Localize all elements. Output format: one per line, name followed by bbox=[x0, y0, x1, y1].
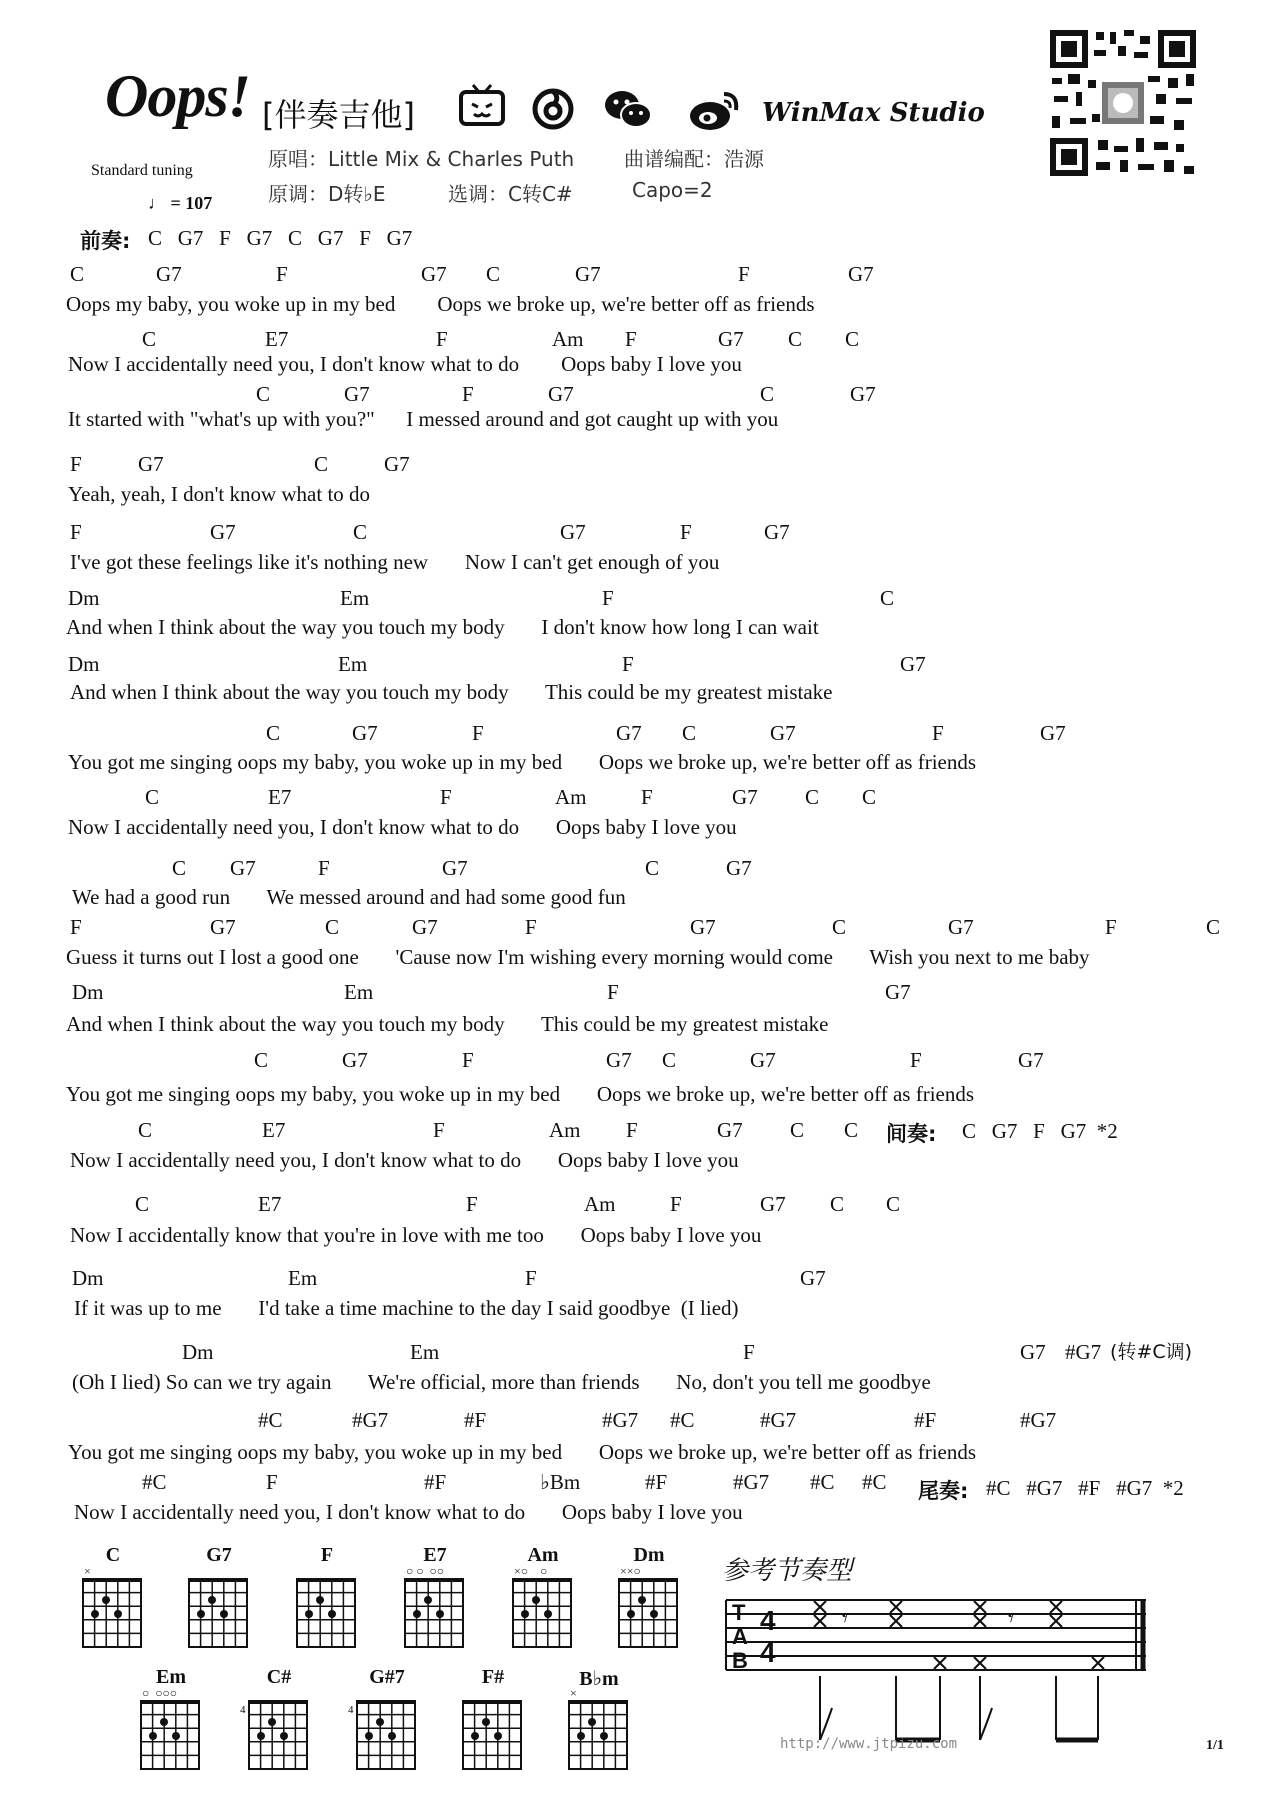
chord-symbol: Em bbox=[338, 652, 368, 676]
chord-symbol: G7 bbox=[442, 856, 468, 880]
lyric-line: You got me singing oops my baby, you woke up in my bed Oops we broke up, we're better off as friends bbox=[66, 1082, 975, 1106]
chord-symbol: G7 bbox=[606, 1048, 632, 1072]
chord-symbol: G7 bbox=[760, 1192, 786, 1216]
chord-symbol: #G7 bbox=[602, 1408, 639, 1432]
tab-letter-a: A bbox=[732, 1624, 748, 1649]
chord-symbol: G7 bbox=[342, 1048, 368, 1072]
chord-diagram-grid bbox=[404, 1578, 466, 1650]
chord-symbol: C bbox=[805, 785, 820, 809]
footer-url[interactable]: http://www.jtpizu.com bbox=[780, 1736, 958, 1752]
chord-symbol: F bbox=[70, 520, 82, 544]
chord-symbol: Em bbox=[410, 1340, 440, 1364]
prelude-chords: C G7 F G7 C G7 F G7 bbox=[148, 226, 413, 250]
chord-symbol: C bbox=[862, 785, 877, 809]
chord-symbol: F bbox=[70, 452, 82, 476]
chord-symbol: G7 bbox=[900, 652, 926, 676]
chord-symbol: G7 bbox=[750, 1048, 776, 1072]
chord-symbol: C bbox=[788, 327, 803, 351]
chord-symbol: #G7 bbox=[1065, 1340, 1102, 1364]
chord-symbol: F bbox=[680, 520, 692, 544]
chord-symbol: G7 bbox=[548, 382, 574, 406]
chord-symbol: F bbox=[266, 1470, 278, 1494]
chord-diagram-fret-number: 4 bbox=[348, 1704, 354, 1716]
chord-symbol: G7 bbox=[848, 262, 874, 286]
chord-symbol: C bbox=[142, 327, 157, 351]
chord-symbol: G7 bbox=[344, 382, 370, 406]
chord-symbol: G7 bbox=[1018, 1048, 1044, 1072]
chord-diagram-grid bbox=[618, 1578, 680, 1650]
chord-symbol: #C bbox=[670, 1408, 695, 1432]
chord-symbol: F bbox=[462, 382, 474, 406]
chord-symbol: G7 bbox=[1020, 1340, 1046, 1364]
chord-symbol: G7 bbox=[726, 856, 752, 880]
chord-diagram-name: B♭m bbox=[579, 1668, 619, 1690]
chord-symbol: F bbox=[70, 915, 82, 939]
chord-symbol: C bbox=[314, 452, 329, 476]
chord-symbol: C bbox=[145, 785, 160, 809]
tempo-label: ♩ = 107 bbox=[148, 193, 213, 213]
chord-symbol: G7 bbox=[412, 915, 438, 939]
chord-symbol: #C bbox=[258, 1408, 283, 1432]
song-title: Oops! bbox=[105, 63, 251, 129]
chord-diagram-name: Am bbox=[527, 1544, 559, 1566]
chord-diagram-grid bbox=[248, 1700, 310, 1772]
chord-symbol: Dm bbox=[72, 980, 104, 1004]
chord-symbol: F bbox=[440, 785, 452, 809]
chord-symbol: ♭Bm bbox=[540, 1470, 581, 1494]
chord-symbol: G7 bbox=[384, 452, 410, 476]
chord-symbol: #F bbox=[464, 1408, 487, 1432]
chord-diagram-open-muted: × bbox=[84, 1564, 91, 1578]
chord-symbol: C bbox=[135, 1192, 150, 1216]
chord-symbol: F bbox=[525, 915, 537, 939]
chord-symbol: C bbox=[172, 856, 187, 880]
chord-diagram-fret-number: 4 bbox=[240, 1704, 246, 1716]
chord-symbol: F bbox=[318, 856, 330, 880]
chord-diagram-grid bbox=[82, 1578, 144, 1650]
fan-icon bbox=[532, 88, 574, 130]
chord-symbol: C bbox=[266, 721, 281, 745]
interlude-label: 间奏: bbox=[886, 1122, 937, 1146]
lyric-line: Yeah, yeah, I don't know what to do bbox=[68, 482, 371, 506]
chord-symbol: G7 bbox=[616, 721, 642, 745]
chord-symbol: G7 bbox=[885, 980, 911, 1004]
chord-diagram-grid bbox=[296, 1578, 358, 1650]
chord-diagram-grid bbox=[140, 1700, 202, 1772]
lyric-line: Now I accidentally need you, I don't know what to do Oops baby I love you bbox=[68, 352, 742, 376]
chord-diagram-name: Em bbox=[156, 1666, 186, 1688]
chord-diagram-open-muted: ○ ○○○ bbox=[142, 1686, 177, 1700]
chord-symbol: Dm bbox=[68, 652, 100, 676]
chord-symbol: Am bbox=[549, 1118, 581, 1142]
song-subtitle: [伴奏吉他] bbox=[262, 96, 415, 134]
lyric-line: And when I think about the way you touch my body This could be my greatest mistake bbox=[66, 1012, 829, 1036]
chord-diagram-grid bbox=[568, 1700, 630, 1772]
tab-letter-b: B bbox=[732, 1648, 748, 1673]
weibo-icon bbox=[688, 88, 742, 132]
chord-diagram-open-muted: ○ ○ ○○ bbox=[406, 1564, 444, 1578]
lyric-line: Now I accidentally know that you're in love with me too Oops baby I love you bbox=[70, 1223, 762, 1247]
chord-symbol: C bbox=[325, 915, 340, 939]
lyric-line: You got me singing oops my baby, you woke up in my bed Oops we broke up, we're better off as friends bbox=[68, 750, 977, 774]
chord-symbol: C bbox=[138, 1118, 153, 1142]
chord-diagram-open-muted: ××○ bbox=[620, 1564, 641, 1578]
chord-symbol: G7 bbox=[1040, 721, 1066, 745]
chord-symbol: G7 bbox=[421, 262, 447, 286]
lyric-line: Oops my baby, you woke up in my bed Oops we broke up, we're better off as friends bbox=[66, 292, 815, 316]
chord-symbol: F bbox=[525, 1266, 537, 1290]
chord-symbol: #C bbox=[142, 1470, 167, 1494]
chord-diagram-grid bbox=[462, 1700, 524, 1772]
chord-symbol: Dm bbox=[72, 1266, 104, 1290]
chord-symbol: F bbox=[436, 327, 448, 351]
chord-diagram-name: F bbox=[320, 1544, 334, 1566]
chord-symbol: C bbox=[682, 721, 697, 745]
outro-label: 尾奏: bbox=[918, 1479, 969, 1503]
chord-diagram-name: C# bbox=[266, 1666, 292, 1688]
chord-diagram-name: G#7 bbox=[369, 1666, 405, 1688]
chord-symbol: C bbox=[353, 520, 368, 544]
chord-symbol: #F bbox=[645, 1470, 668, 1494]
lyric-line: I've got these feelings like it's nothing new Now I can't get enough of you bbox=[70, 550, 720, 574]
lyric-line: Guess it turns out I lost a good one 'Cause now I'm wishing every morning would come Wish you next to me baby bbox=[66, 945, 1090, 969]
chord-symbol: C bbox=[790, 1118, 805, 1142]
rhythm-tab-staff bbox=[716, 1590, 1156, 1750]
chord-symbol: C bbox=[662, 1048, 677, 1072]
chord-symbol: C bbox=[830, 1192, 845, 1216]
chord-symbol: C bbox=[844, 1118, 859, 1142]
chord-symbol: G7 bbox=[690, 915, 716, 939]
chord-symbol: C bbox=[886, 1192, 901, 1216]
studio-brand: WinMax Studio bbox=[762, 98, 985, 128]
chord-symbol: C bbox=[70, 262, 85, 286]
lyric-line: It started with "what's up with you?" I messed around and got caught up with you bbox=[68, 407, 779, 431]
original-key: 原调：D转♭E bbox=[268, 182, 386, 206]
chord-diagram-name: F# bbox=[481, 1666, 505, 1688]
chord-symbol: F bbox=[641, 785, 653, 809]
chord-symbol: G7 bbox=[948, 915, 974, 939]
tab-letter-t: T bbox=[732, 1600, 746, 1625]
chord-symbol: G7 bbox=[210, 915, 236, 939]
chord-symbol: F bbox=[626, 1118, 638, 1142]
lyric-line: And when I think about the way you touch my body I don't know how long I can wait bbox=[66, 615, 819, 639]
chord-symbol: E7 bbox=[258, 1192, 282, 1216]
chord-symbol: Em bbox=[288, 1266, 318, 1290]
chord-symbol: G7 bbox=[156, 262, 182, 286]
chord-symbol: F bbox=[472, 721, 484, 745]
chord-symbol: G7 bbox=[717, 1118, 743, 1142]
chord-symbol: F bbox=[276, 262, 288, 286]
chord-symbol: G7 bbox=[230, 856, 256, 880]
lyric-line: Now I accidentally need you, I don't know what to do Oops baby I love you bbox=[74, 1500, 743, 1524]
chord-diagram-name: Dm bbox=[633, 1544, 665, 1566]
chord-symbol: #G7 bbox=[760, 1408, 797, 1432]
tuning-label: Standard tuning bbox=[91, 162, 193, 179]
chord-symbol: G7 bbox=[210, 520, 236, 544]
chord-symbol: #F bbox=[424, 1470, 447, 1494]
chord-symbol: E7 bbox=[262, 1118, 286, 1142]
chord-symbol: E7 bbox=[268, 785, 292, 809]
chord-symbol: F bbox=[670, 1192, 682, 1216]
lyric-line: Now I accidentally need you, I don't know what to do Oops baby I love you bbox=[68, 815, 737, 839]
chord-symbol: Am bbox=[552, 327, 584, 351]
key-change-note: (转#C调) bbox=[1110, 1341, 1193, 1363]
chord-symbol: #G7 bbox=[352, 1408, 389, 1432]
chord-symbol: G7 bbox=[850, 382, 876, 406]
chord-symbol: #G7 bbox=[733, 1470, 770, 1494]
chord-symbol: F bbox=[607, 980, 619, 1004]
chord-symbol: C bbox=[845, 327, 860, 351]
chord-symbol: C bbox=[880, 586, 895, 610]
chord-symbol: Am bbox=[555, 785, 587, 809]
lyric-line: And when I think about the way you touch my body This could be my greatest mistake bbox=[70, 680, 833, 704]
lyric-line: You got me singing oops my baby, you woke up in my bed Oops we broke up, we're better off as friends bbox=[68, 1440, 977, 1464]
time-sig-top: 4 bbox=[760, 1605, 776, 1636]
chord-symbol: C bbox=[832, 915, 847, 939]
chord-symbol: #F bbox=[914, 1408, 937, 1432]
chord-diagram-grid bbox=[188, 1578, 250, 1650]
chord-symbol: F bbox=[625, 327, 637, 351]
chord-symbol: C bbox=[1206, 915, 1221, 939]
outro-chords: #C #G7 #F #G7 *2 bbox=[986, 1476, 1184, 1500]
tv-icon bbox=[458, 82, 506, 130]
chord-symbol: F bbox=[910, 1048, 922, 1072]
lyric-line: We had a good run We messed around and had some good fun bbox=[72, 885, 626, 909]
rest-mark: 𝄾 bbox=[1008, 1606, 1014, 1631]
time-sig-bottom: 4 bbox=[760, 1637, 776, 1668]
chord-symbol: F bbox=[602, 586, 614, 610]
prelude-label: 前奏: bbox=[80, 229, 131, 253]
lyric-line: If it was up to me I'd take a time machine to the day I said goodbye (I lied) bbox=[74, 1296, 739, 1320]
chosen-key: 选调：C转C# bbox=[448, 182, 573, 206]
chord-symbol: G7 bbox=[138, 452, 164, 476]
chord-diagram-name: C bbox=[105, 1544, 121, 1566]
qr-code-icon[interactable] bbox=[1048, 28, 1198, 178]
chord-symbol: G7 bbox=[770, 721, 796, 745]
chord-symbol: Em bbox=[344, 980, 374, 1004]
chord-symbol: C bbox=[645, 856, 660, 880]
chord-symbol: C bbox=[760, 382, 775, 406]
chord-symbol: G7 bbox=[352, 721, 378, 745]
original-singer: 原唱：Little Mix & Charles Puth bbox=[268, 147, 575, 171]
chord-symbol: #C bbox=[810, 1470, 835, 1494]
chord-symbol: Am bbox=[584, 1192, 616, 1216]
chord-symbol: #G7 bbox=[1020, 1408, 1057, 1432]
chord-diagram-open-muted: × bbox=[570, 1686, 577, 1700]
chord-symbol: F bbox=[932, 721, 944, 745]
chord-diagram-grid bbox=[512, 1578, 574, 1650]
chord-symbol: Dm bbox=[68, 586, 100, 610]
interlude-chords: C G7 F G7 *2 bbox=[962, 1119, 1118, 1143]
chord-diagram-name: E7 bbox=[423, 1544, 447, 1566]
capo: Capo=2 bbox=[632, 178, 713, 202]
chord-symbol: F bbox=[433, 1118, 445, 1142]
chord-symbol: C bbox=[254, 1048, 269, 1072]
chord-symbol: G7 bbox=[764, 520, 790, 544]
chord-symbol: G7 bbox=[718, 327, 744, 351]
rhythm-title: 参考节奏型 bbox=[722, 1556, 853, 1586]
arranger: 曲谱编配：浩源 bbox=[624, 147, 764, 171]
chord-symbol: Dm bbox=[182, 1340, 214, 1364]
chord-symbol: F bbox=[466, 1192, 478, 1216]
chord-symbol: #C bbox=[862, 1470, 887, 1494]
chord-symbol: Em bbox=[340, 586, 370, 610]
rest-mark: 𝄾 bbox=[842, 1606, 848, 1631]
chord-symbol: G7 bbox=[800, 1266, 826, 1290]
chord-symbol: G7 bbox=[732, 785, 758, 809]
wechat-icon bbox=[603, 88, 653, 130]
chord-symbol: C bbox=[486, 262, 501, 286]
chord-symbol: G7 bbox=[560, 520, 586, 544]
chord-symbol: F bbox=[622, 652, 634, 676]
chord-symbol: F bbox=[1105, 915, 1117, 939]
chord-symbol: G7 bbox=[575, 262, 601, 286]
chord-symbol: F bbox=[743, 1340, 755, 1364]
chord-symbol: C bbox=[256, 382, 271, 406]
chord-diagram-name: G7 bbox=[206, 1544, 232, 1566]
chord-diagram-open-muted: ×○ ○ bbox=[514, 1564, 548, 1578]
chord-diagram-grid bbox=[356, 1700, 418, 1772]
chord-symbol: E7 bbox=[265, 327, 289, 351]
page-number: 1/1 bbox=[1206, 1738, 1224, 1753]
chord-symbol: F bbox=[462, 1048, 474, 1072]
lyric-line: (Oh I lied) So can we try again We're official, more than friends No, don't you tell me goodbye bbox=[72, 1370, 931, 1394]
lyric-line: Now I accidentally need you, I don't know what to do Oops baby I love you bbox=[70, 1148, 739, 1172]
chord-symbol: F bbox=[738, 262, 750, 286]
